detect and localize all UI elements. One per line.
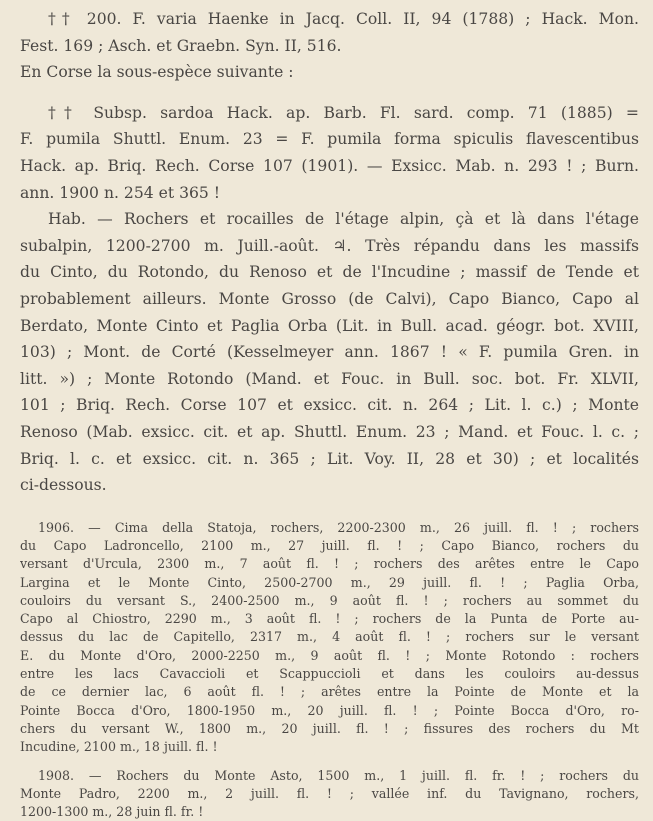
text-line: Berdato, Monte Cinto et Paglia Orba (Lit. in Bull. acad. géogr. bot. XVIII, [20,316,639,335]
text-line: Incudine, 2100 m., 18 juill. fl. ! [20,739,218,755]
subsp-sardoa [20,100,639,206]
text-line: Largina et le Monte Cinto, 2500-2700 m., 29 juill. fl. ! ; Paglia Orba, [20,574,639,590]
text-line: subalpin, 1200-2700 m. Juill.-août. ♃. Très répandu dans les massifs [20,236,639,255]
text-line: 1200-1300 m., 28 juin fl. fr. ! [20,804,204,820]
text-line: F. pumila Shuttl. Enum. 23 = F. pumila forma spiculis flavescentibus [20,130,639,149]
text-line: Hack. ap. Briq. Rech. Corse 107 (1901). — Exsicc. Mab. n. 293 ! ; Burn. [20,156,639,175]
text-line: 1908. — Rochers du Monte Asto, 1500 m., 1 juill. fl. fr. ! ; rochers du [38,767,639,783]
text-line: Renoso (Mab. exsicc. cit. et ap. Shuttl. Enum. 23 ; Mand. et Fouc. l. c. ; [20,422,639,441]
text-line: 101 ; Briq. Rech. Corse 107 et exsicc. cit. n. 264 ; Lit. l. c.) ; Monte [20,396,639,415]
text-line: Capo al Chiostro, 2290 m., 3 août fl. ! ; rochers de la Punta de Porte au- [20,611,639,627]
text-line: †† Subsp. sardoa Hack. ap. Barb. Fl. sard. comp. 71 (1885) = [48,103,639,122]
observations-1906 [20,519,639,757]
text-line: En Corse la sous-espèce suivante : [20,63,294,82]
text-line: Monte Padro, 2200 m., 2 juill. fl. ! ; vallée inf. du Tavignano, rochers, [20,785,639,801]
text-line: du Cinto, du Rotondo, du Renoso et de l'Incudine ; massif de Tende et [20,263,639,282]
text-line: Briq. l. c. et exsicc. cit. n. 365 ; Lit. Voy. II, 28 et 30) ; et localités [20,449,639,468]
text-line: 1906. — Cima della Statoja, rochers, 2200-2300 m., 26 juill. fl. ! ; rochers [38,519,639,535]
text-line: Pointe Bocca d'Oro, 1800-1950 m., 20 juill. fl. ! ; Pointe Bocca d'Oro, ro- [20,702,639,718]
text-line: ann. 1900 n. 254 et 365 ! [20,183,221,202]
text-line: dessus du lac de Capitello, 2317 m., 4 août fl. ! ; rochers sur le versant [20,629,639,645]
text-line: †† 200. F. varia Haenke in Jacq. Coll. II, 94 (1788) ; Hack. Mon. [48,10,639,28]
text-line: couloirs du versant S., 2400-2500 m., 9 août fl. ! ; rochers au sommet du [20,592,639,608]
observations-1908 [20,767,639,821]
text-line: ci-dessous. [20,476,107,495]
text-line: Fest. 169 ; Asch. et Graebn. Syn. II, 516. [20,36,342,55]
habitat-paragraph [20,206,639,499]
text-line: probablement ailleurs. Monte Grosso (de Calvi), Capo Bianco, Capo al [20,289,639,308]
text-line: du Capo Ladroncello, 2100 m., 27 juill. fl. ! ; Capo Bianco, rochers du [20,537,639,553]
text-line: entre les lacs Cavaccioli et Scappuccioli et dans les couloirs au-dessus [20,666,639,682]
text-line: Hab. — Rochers et rocailles de l'étage alpin, çà et là dans l'étage [48,210,639,229]
text-line: de ce dernier lac, 6 août fl. ! ; arêtes entre la Pointe de Monte et la [20,684,639,700]
text-line: litt. ») ; Monte Rotondo (Mand. et Fouc. in Bull. soc. bot. Fr. XLVII, [20,369,639,388]
text-line: E. du Monte d'Oro, 2000-2250 m., 9 août fl. ! ; Monte Rotondo : rochers [20,647,639,663]
text-line: 103) ; Mont. de Corté (Kesselmeyer ann. 1867 ! « F. pumila Gren. in [20,343,639,362]
text-line: versant d'Urcula, 2300 m., 7 août fl. ! ; rochers des arêtes entre le Capo [20,556,639,572]
text-line: chers du versant W., 1800 m., 20 juill. fl. ! ; fissures des rochers du Mt [20,720,639,736]
entry-200 [20,6,639,86]
